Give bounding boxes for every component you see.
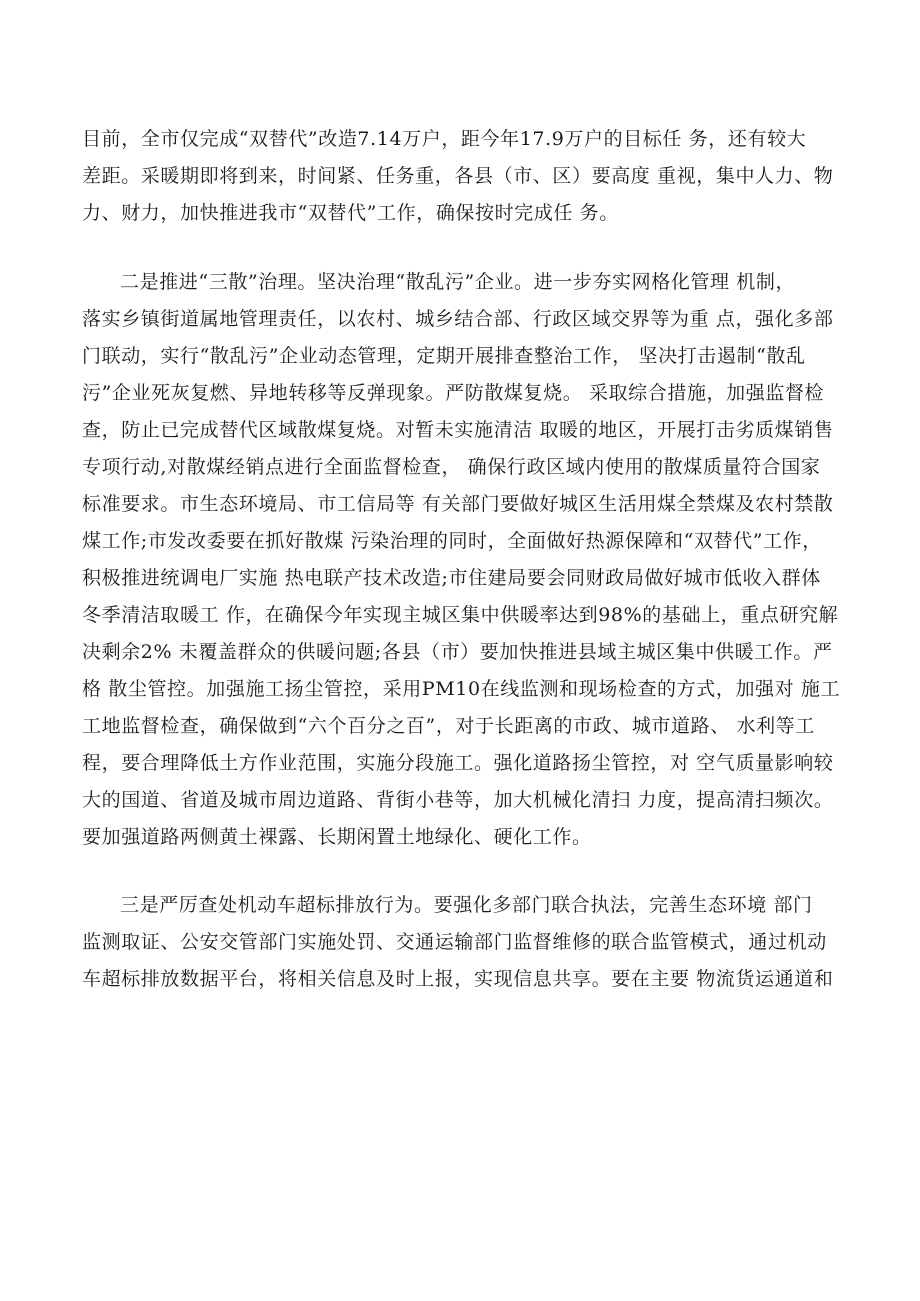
text-line: 污”企业死灰复燃、异地转移等反弹现象。严防散煤复烧。 采取综合措施，加强监督检 [82,382,825,404]
text-line: 监测取证、公安交管部门实施处罚、交通运输部门监督维修的联合监管模式，通过机动 [82,931,827,953]
text-line: 三是严厉查处机动车超标排放行为。要强化多部门联合执法，完善生态环境 部门 [120,894,813,916]
text-line: 要加强道路两侧黄土裸露、长期闲置土地绿化、硬化工作。 [82,826,592,848]
text-line: 格 散尘管控。加强施工扬尘管控，采用PM10在线监测和现场检查的方式，加强对 施工 [82,678,841,700]
text-line: 专项行动,对散煤经销点进行全面监督检查， 确保行政区域内使用的散煤质量符合国家 [82,456,821,478]
text-line: 工地监督检查，确保做到“六个百分之百”，对于长距离的市政、城市道路、 水利等工 [82,715,815,737]
text-line: 落实乡镇街道属地管理责任，以农村、城乡结合部、行政区域交界等为重 点，强化多部 [82,308,834,330]
text-line: 程，要合理降低土方作业范围，实施分段施工。强化道路扬尘管控，对 空气质量影响较 [82,752,834,774]
text-line: 差距。采暖期即将到来，时间紧、任务重，各县（市、区）要高度 重视，集中人力、物 [82,165,834,187]
text-line: 冬季清洁取暖工 作，在确保今年实现主城区集中供暖率达到98%的基础上，重点研究解 [82,604,839,626]
text-line: 煤工作;市发改委要在抓好散煤 污染治理的同时，全面做好热源保障和“双替代”工作， [82,530,822,552]
text-line: 查，防止已完成替代区域散煤复烧。对暂未实施清洁 取暖的地区，开展打击劣质煤销售 [82,419,834,441]
text-line: 标准要求。市生态环境局、市工信局等 有关部门要做好城区生活用煤全禁煤及农村禁散 [82,493,834,515]
text-line: 二是推进“三散”治理。坚决治理“散乱污”企业。进一步夯实网格化管理 机制， [120,271,796,293]
text-line: 车超标排放数据平台，将相关信息及时上报，实现信息共享。要在主要 物流货运通道和 [82,968,834,990]
text-line: 决剩余2% 未覆盖群众的供暖问题;各县（市）要加快推进县域主城区集中供暖工作。严 [82,641,833,663]
text-line: 门联动，实行“散乱污”企业动态管理，定期开展排查整治工作， 坚决打击遏制“散乱 [82,345,806,367]
text-line: 目前，全市仅完成“双替代”改造7.14万户，距今年17.9万户的目标任 务，还有较大 [82,128,807,150]
text-line: 大的国道、省道及城市周边道路、背街小巷等，加大机械化清扫 力度，提高清扫频次。 [82,789,834,811]
text-line: 积极推进统调电厂实施 热电联产技术改造;市住建局要会同财政局做好城市低收入群体 [82,567,821,589]
text-line: 力、财力，加快推进我市“双替代”工作，确保按时完成任 务。 [82,202,619,224]
